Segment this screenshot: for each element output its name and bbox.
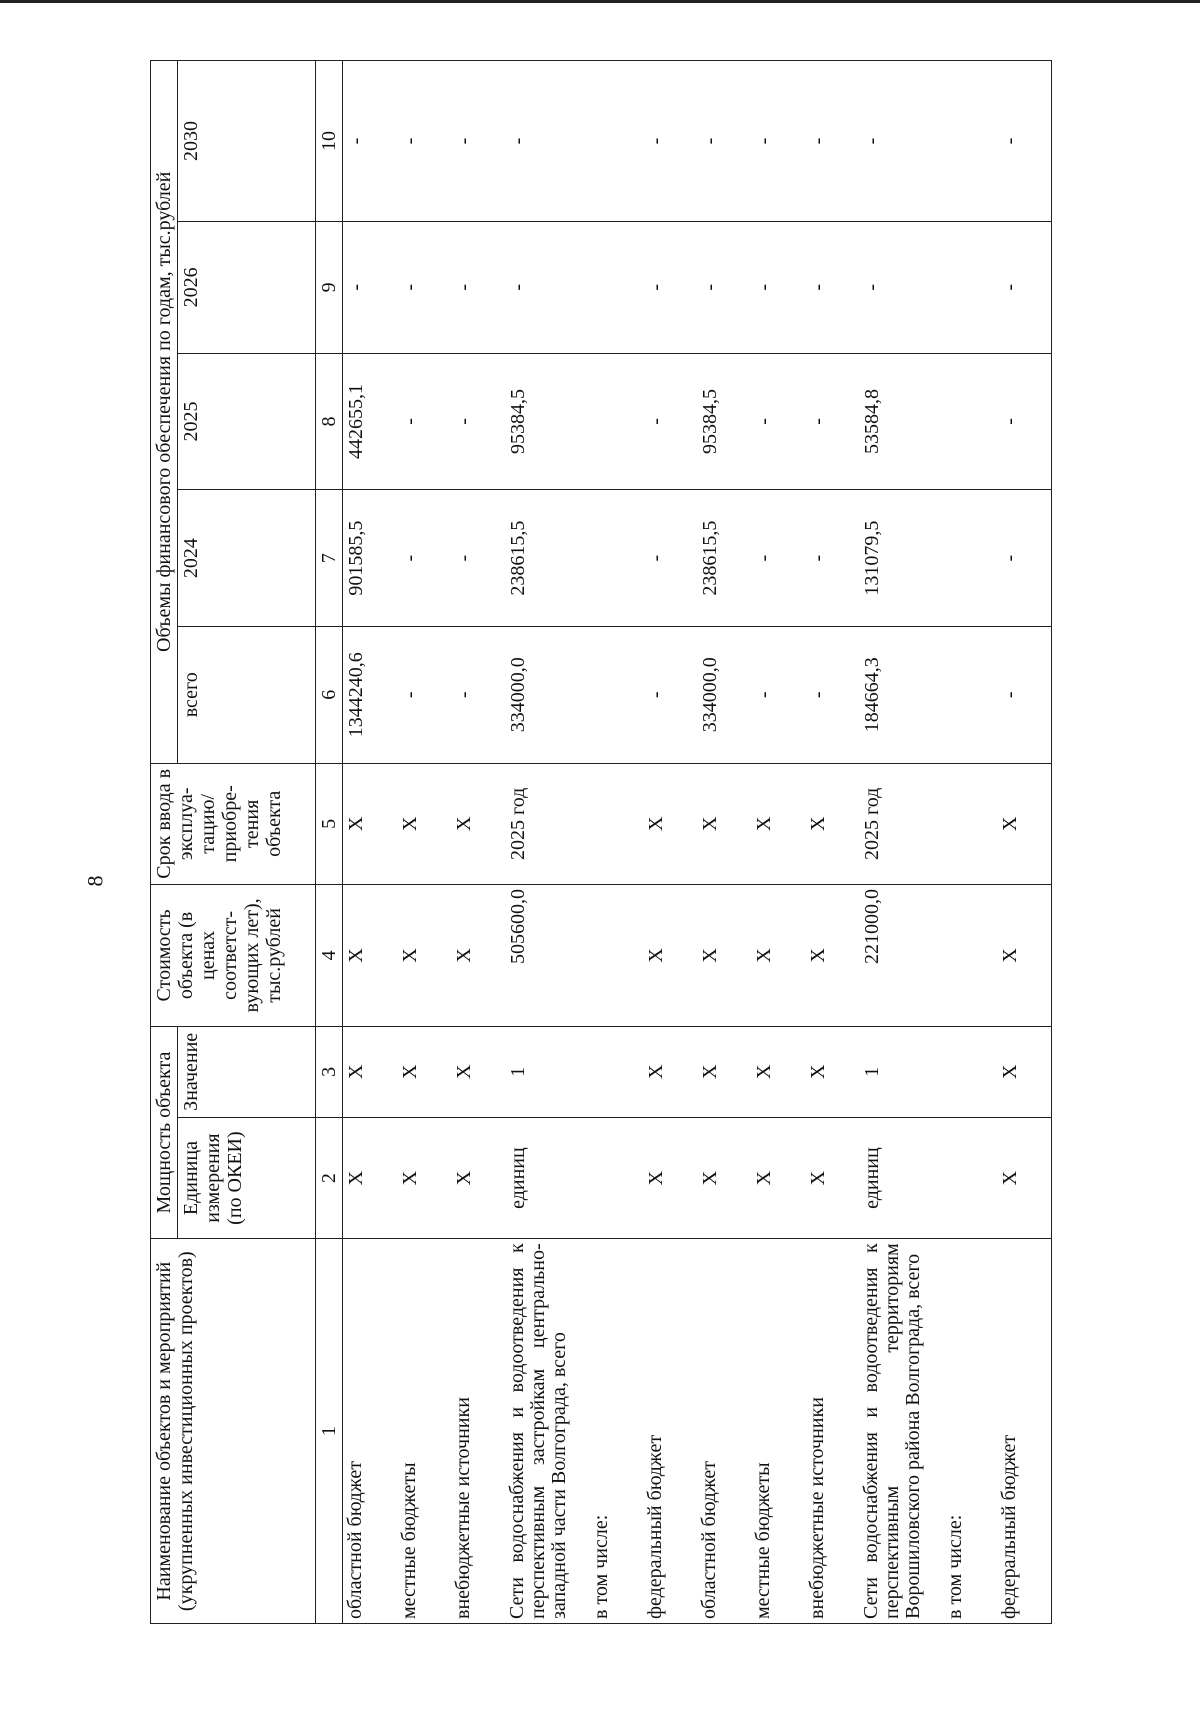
cell-cost: X (643, 885, 697, 1027)
cell-2025: - (751, 353, 805, 490)
cell-cost: 221000,0 (859, 885, 943, 1027)
cell-2030: - (697, 61, 751, 222)
cell-total: 1344240,6 (343, 626, 398, 763)
header-total: всего (178, 626, 316, 763)
cell-2026: - (505, 222, 589, 354)
cell-2030: - (397, 61, 451, 222)
cell-total (943, 626, 997, 763)
row-name: Сети водоснабжения и водоотведения к перспективным территориям Ворошиловского района Волгограда, всего (859, 1239, 943, 1624)
table-row (505, 61, 589, 1624)
header-2030: 2030 (178, 61, 316, 222)
cell-value: X (805, 1026, 859, 1117)
cell-value: X (697, 1026, 751, 1117)
cell-value: X (343, 1026, 398, 1117)
cell-total: 184664,3 (859, 626, 943, 763)
cell-value: X (397, 1026, 451, 1117)
cell-total: 334000,0 (505, 626, 589, 763)
cell-value: 1 (859, 1026, 943, 1117)
rotated-table-container (150, 60, 1200, 1624)
header-term: Срок ввода в эксплуа-тацию/ приобре-тения объекта (151, 763, 316, 884)
cell-2030: - (643, 61, 697, 222)
header-name: Наименование объектов и мероприятий (укрупненных инвестиционных проектов) (151, 1239, 316, 1624)
cell-2026: - (643, 222, 697, 354)
cell-term (589, 763, 643, 884)
cell-2030: - (343, 61, 398, 222)
cell-2025: - (397, 353, 451, 490)
cell-unit: единиц (505, 1117, 589, 1238)
cell-2024 (943, 490, 997, 627)
cell-term: X (805, 763, 859, 884)
cell-2030 (943, 61, 997, 222)
cell-2030 (589, 61, 643, 222)
cell-2025: 53584,8 (859, 353, 943, 490)
cell-2025: - (805, 353, 859, 490)
cell-cost: X (805, 885, 859, 1027)
cell-2025 (943, 353, 997, 490)
row-name: Сети водоснабжения и водоотведения к перспективным застройкам центрально-западной части Волгограда, всего (505, 1239, 589, 1624)
cell-unit (943, 1117, 997, 1238)
cell-total: 334000,0 (697, 626, 751, 763)
cell-2024: 131079,5 (859, 490, 943, 627)
table-row (751, 61, 805, 1624)
header-cost: Стоимость объекта (в ценах соответст-вующих лет), тыс.рублей (151, 885, 316, 1027)
cell-total: - (805, 626, 859, 763)
cell-total: - (997, 626, 1052, 763)
page-top-edge (0, 0, 1200, 3)
cell-value: X (751, 1026, 805, 1117)
col-number: 3 (316, 1026, 343, 1117)
header-capacity-group: Мощность объекта (151, 1026, 178, 1239)
cell-cost: X (343, 885, 398, 1027)
cell-total: - (397, 626, 451, 763)
cell-total: - (643, 626, 697, 763)
cell-value: X (643, 1026, 697, 1117)
cell-2025: - (643, 353, 697, 490)
cell-2030: - (751, 61, 805, 222)
cell-cost: X (751, 885, 805, 1027)
cell-2030: - (997, 61, 1052, 222)
cell-2026: - (997, 222, 1052, 354)
cell-2030: - (451, 61, 505, 222)
col-number: 4 (316, 885, 343, 1027)
cell-term: X (343, 763, 398, 884)
table-header (151, 61, 343, 1624)
cell-2026: - (697, 222, 751, 354)
cell-2024: 238615,5 (505, 490, 589, 627)
table-row (343, 61, 398, 1624)
cell-total: - (751, 626, 805, 763)
cell-unit: X (751, 1117, 805, 1238)
cell-unit: X (343, 1117, 398, 1238)
cell-unit: X (451, 1117, 505, 1238)
cell-unit: X (805, 1117, 859, 1238)
cell-total (589, 626, 643, 763)
cell-term: X (397, 763, 451, 884)
cell-cost: X (997, 885, 1052, 1027)
row-name: внебюджетные источники (805, 1239, 859, 1624)
cell-2024: - (451, 490, 505, 627)
cell-2030: - (859, 61, 943, 222)
cell-2026 (943, 222, 997, 354)
cell-2025: - (451, 353, 505, 490)
cell-2024: - (643, 490, 697, 627)
cell-unit: X (397, 1117, 451, 1238)
col-number: 2 (316, 1117, 343, 1238)
row-name: в том числе: (943, 1239, 997, 1624)
cell-unit (589, 1117, 643, 1238)
cell-value: X (997, 1026, 1052, 1117)
row-name: местные бюджеты (751, 1239, 805, 1624)
cell-total: - (451, 626, 505, 763)
header-2024: 2024 (178, 490, 316, 627)
header-value: Значение (178, 1026, 316, 1117)
table-row (643, 61, 697, 1624)
cell-2025 (589, 353, 643, 490)
table-body (343, 61, 1052, 1624)
col-number: 5 (316, 763, 343, 884)
cell-value: 1 (505, 1026, 589, 1117)
cell-unit: X (643, 1117, 697, 1238)
cell-2025: 442655,1 (343, 353, 398, 490)
cell-term (943, 763, 997, 884)
row-name: местные бюджеты (397, 1239, 451, 1624)
cell-cost: 505600,0 (505, 885, 589, 1027)
col-number: 6 (316, 626, 343, 763)
cell-2024: - (805, 490, 859, 627)
cell-unit: X (997, 1117, 1052, 1238)
col-number: 8 (316, 353, 343, 490)
cell-2026: - (751, 222, 805, 354)
cell-cost (943, 885, 997, 1027)
financing-table (150, 60, 1052, 1624)
header-2026: 2026 (178, 222, 316, 354)
col-number: 10 (316, 61, 343, 222)
header-2025: 2025 (178, 353, 316, 490)
table-row (805, 61, 859, 1624)
table-row (397, 61, 451, 1624)
cell-term: X (697, 763, 751, 884)
cell-unit: X (697, 1117, 751, 1238)
cell-2024: 238615,5 (697, 490, 751, 627)
cell-2024: - (997, 490, 1052, 627)
table-row (589, 61, 643, 1624)
cell-2025: - (997, 353, 1052, 490)
cell-2026 (589, 222, 643, 354)
cell-term: X (997, 763, 1052, 884)
table-row (697, 61, 751, 1624)
cell-cost: X (451, 885, 505, 1027)
cell-2024 (589, 490, 643, 627)
cell-cost: X (697, 885, 751, 1027)
cell-2026: - (859, 222, 943, 354)
col-number: 1 (316, 1239, 343, 1624)
cell-unit: единиц (859, 1117, 943, 1238)
cell-value (943, 1026, 997, 1117)
cell-2024: - (397, 490, 451, 627)
table-row (451, 61, 505, 1624)
row-name: внебюджетные источники (451, 1239, 505, 1624)
header-unit: Единица измерения (по ОКЕИ) (178, 1117, 316, 1238)
cell-term: 2025 год (505, 763, 589, 884)
row-name: областной бюджет (697, 1239, 751, 1624)
row-name: федеральный бюджет (643, 1239, 697, 1624)
table-row (859, 61, 943, 1624)
cell-2026: - (451, 222, 505, 354)
cell-2026: - (343, 222, 398, 354)
cell-2026: - (805, 222, 859, 354)
cell-2030: - (805, 61, 859, 222)
cell-2024: - (751, 490, 805, 627)
cell-value: X (451, 1026, 505, 1117)
cell-term: 2025 год (859, 763, 943, 884)
cell-2030: - (505, 61, 589, 222)
table-row (997, 61, 1052, 1624)
cell-term: X (643, 763, 697, 884)
col-number: 7 (316, 490, 343, 627)
cell-2025: 95384,5 (505, 353, 589, 490)
cell-2026: - (397, 222, 451, 354)
table-row (943, 61, 997, 1624)
cell-value (589, 1026, 643, 1117)
cell-2025: 95384,5 (697, 353, 751, 490)
header-finance-group: Объемы финансового обеспечения по годам, тыс.рублей (151, 61, 178, 764)
cell-2024: 901585,5 (343, 490, 398, 627)
row-name: федеральный бюджет (997, 1239, 1052, 1624)
row-name: в том числе: (589, 1239, 643, 1624)
cell-term: X (451, 763, 505, 884)
column-number-row (316, 61, 343, 1624)
col-number: 9 (316, 222, 343, 354)
page-number: 8 (82, 875, 108, 887)
cell-cost (589, 885, 643, 1027)
cell-cost: X (397, 885, 451, 1027)
cell-term: X (751, 763, 805, 884)
row-name: областной бюджет (343, 1239, 398, 1624)
